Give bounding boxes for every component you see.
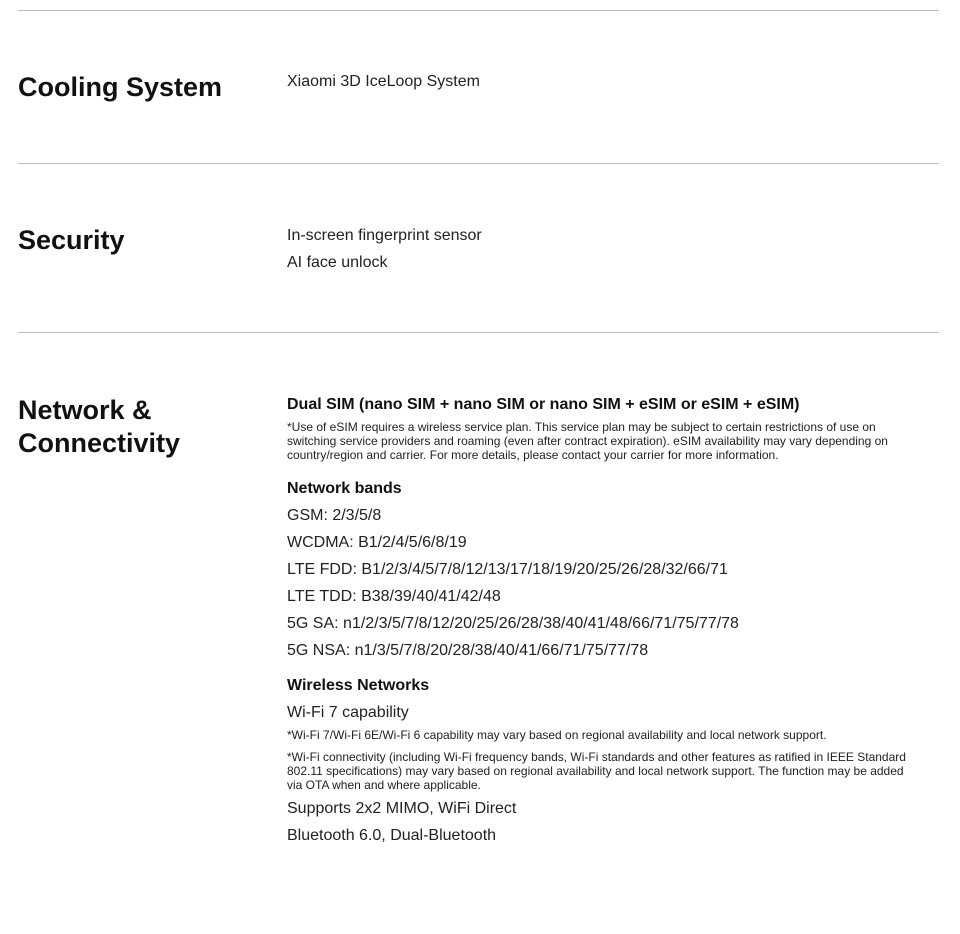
- wireless-heading: Wireless Networks: [287, 677, 430, 694]
- mimo-line: Supports 2x2 MIMO, WiFi Direct: [287, 800, 517, 817]
- esim-note: *Use of eSIM requires a wireless service plan. This service plan may be subject to certain restrictions of use on switching service providers and roaming (even after contract expiration). eSIM availability may vary depending on country/region and carrier. For more details, please contact your carrier for more information.: [287, 420, 888, 462]
- band-lte-tdd: LTE TDD: B38/39/40/41/42/48: [287, 588, 501, 605]
- divider-cooling: [18, 163, 939, 164]
- band-gsm: GSM: 2/3/5/8: [287, 507, 382, 524]
- section-title-cooling: Cooling System: [18, 72, 223, 102]
- band-5g-sa: 5G SA: n1/2/3/5/7/8/12/20/25/26/28/38/40/41/48/66/71/75/77/78: [287, 615, 739, 632]
- wifi-line: Wi-Fi 7 capability: [287, 704, 409, 721]
- spec-security-fingerprint: In-screen fingerprint sensor: [287, 227, 482, 244]
- bluetooth-line: Bluetooth 6.0, Dual-Bluetooth: [287, 827, 497, 844]
- divider-security: [18, 332, 939, 333]
- spec-security: [287, 222, 917, 276]
- bands-heading: Network bands: [287, 480, 402, 497]
- spec-network: [287, 395, 917, 849]
- section-title-network-line1: Network &: [18, 395, 152, 425]
- wifi-note-capability: *Wi-Fi 7/Wi-Fi 6E/Wi-Fi 6 capability may vary based on regional availability and local network support.: [287, 728, 827, 742]
- divider-top: [18, 10, 939, 11]
- section-title-security: Security: [18, 225, 125, 255]
- sim-heading: Dual SIM (nano SIM + nano SIM or nano SIM + eSIM or eSIM + eSIM): [287, 396, 800, 413]
- band-lte-fdd: LTE FDD: B1/2/3/4/5/7/8/12/13/17/18/19/20/25/26/28/32/66/71: [287, 561, 728, 578]
- bands-list: [287, 502, 917, 664]
- section-title-network: [18, 394, 180, 460]
- wifi-note-connectivity: *Wi-Fi connectivity (including Wi-Fi frequency bands, Wi-Fi standards and other features as ratified in IEEE Standard 802.11 specifications) may vary based on regional availability and local network support. The function may be added via OTA when and where applicable.: [287, 750, 906, 792]
- section-title-network-line2: Connectivity: [18, 428, 181, 458]
- spec-cooling: [287, 68, 917, 95]
- spec-cooling-line: Xiaomi 3D IceLoop System: [287, 73, 480, 90]
- spec-security-face-unlock: AI face unlock: [287, 254, 388, 271]
- band-5g-nsa: 5G NSA: n1/3/5/7/8/20/28/38/40/41/66/71/75/77/78: [287, 642, 649, 659]
- band-wcdma: WCDMA: B1/2/4/5/6/8/19: [287, 534, 467, 551]
